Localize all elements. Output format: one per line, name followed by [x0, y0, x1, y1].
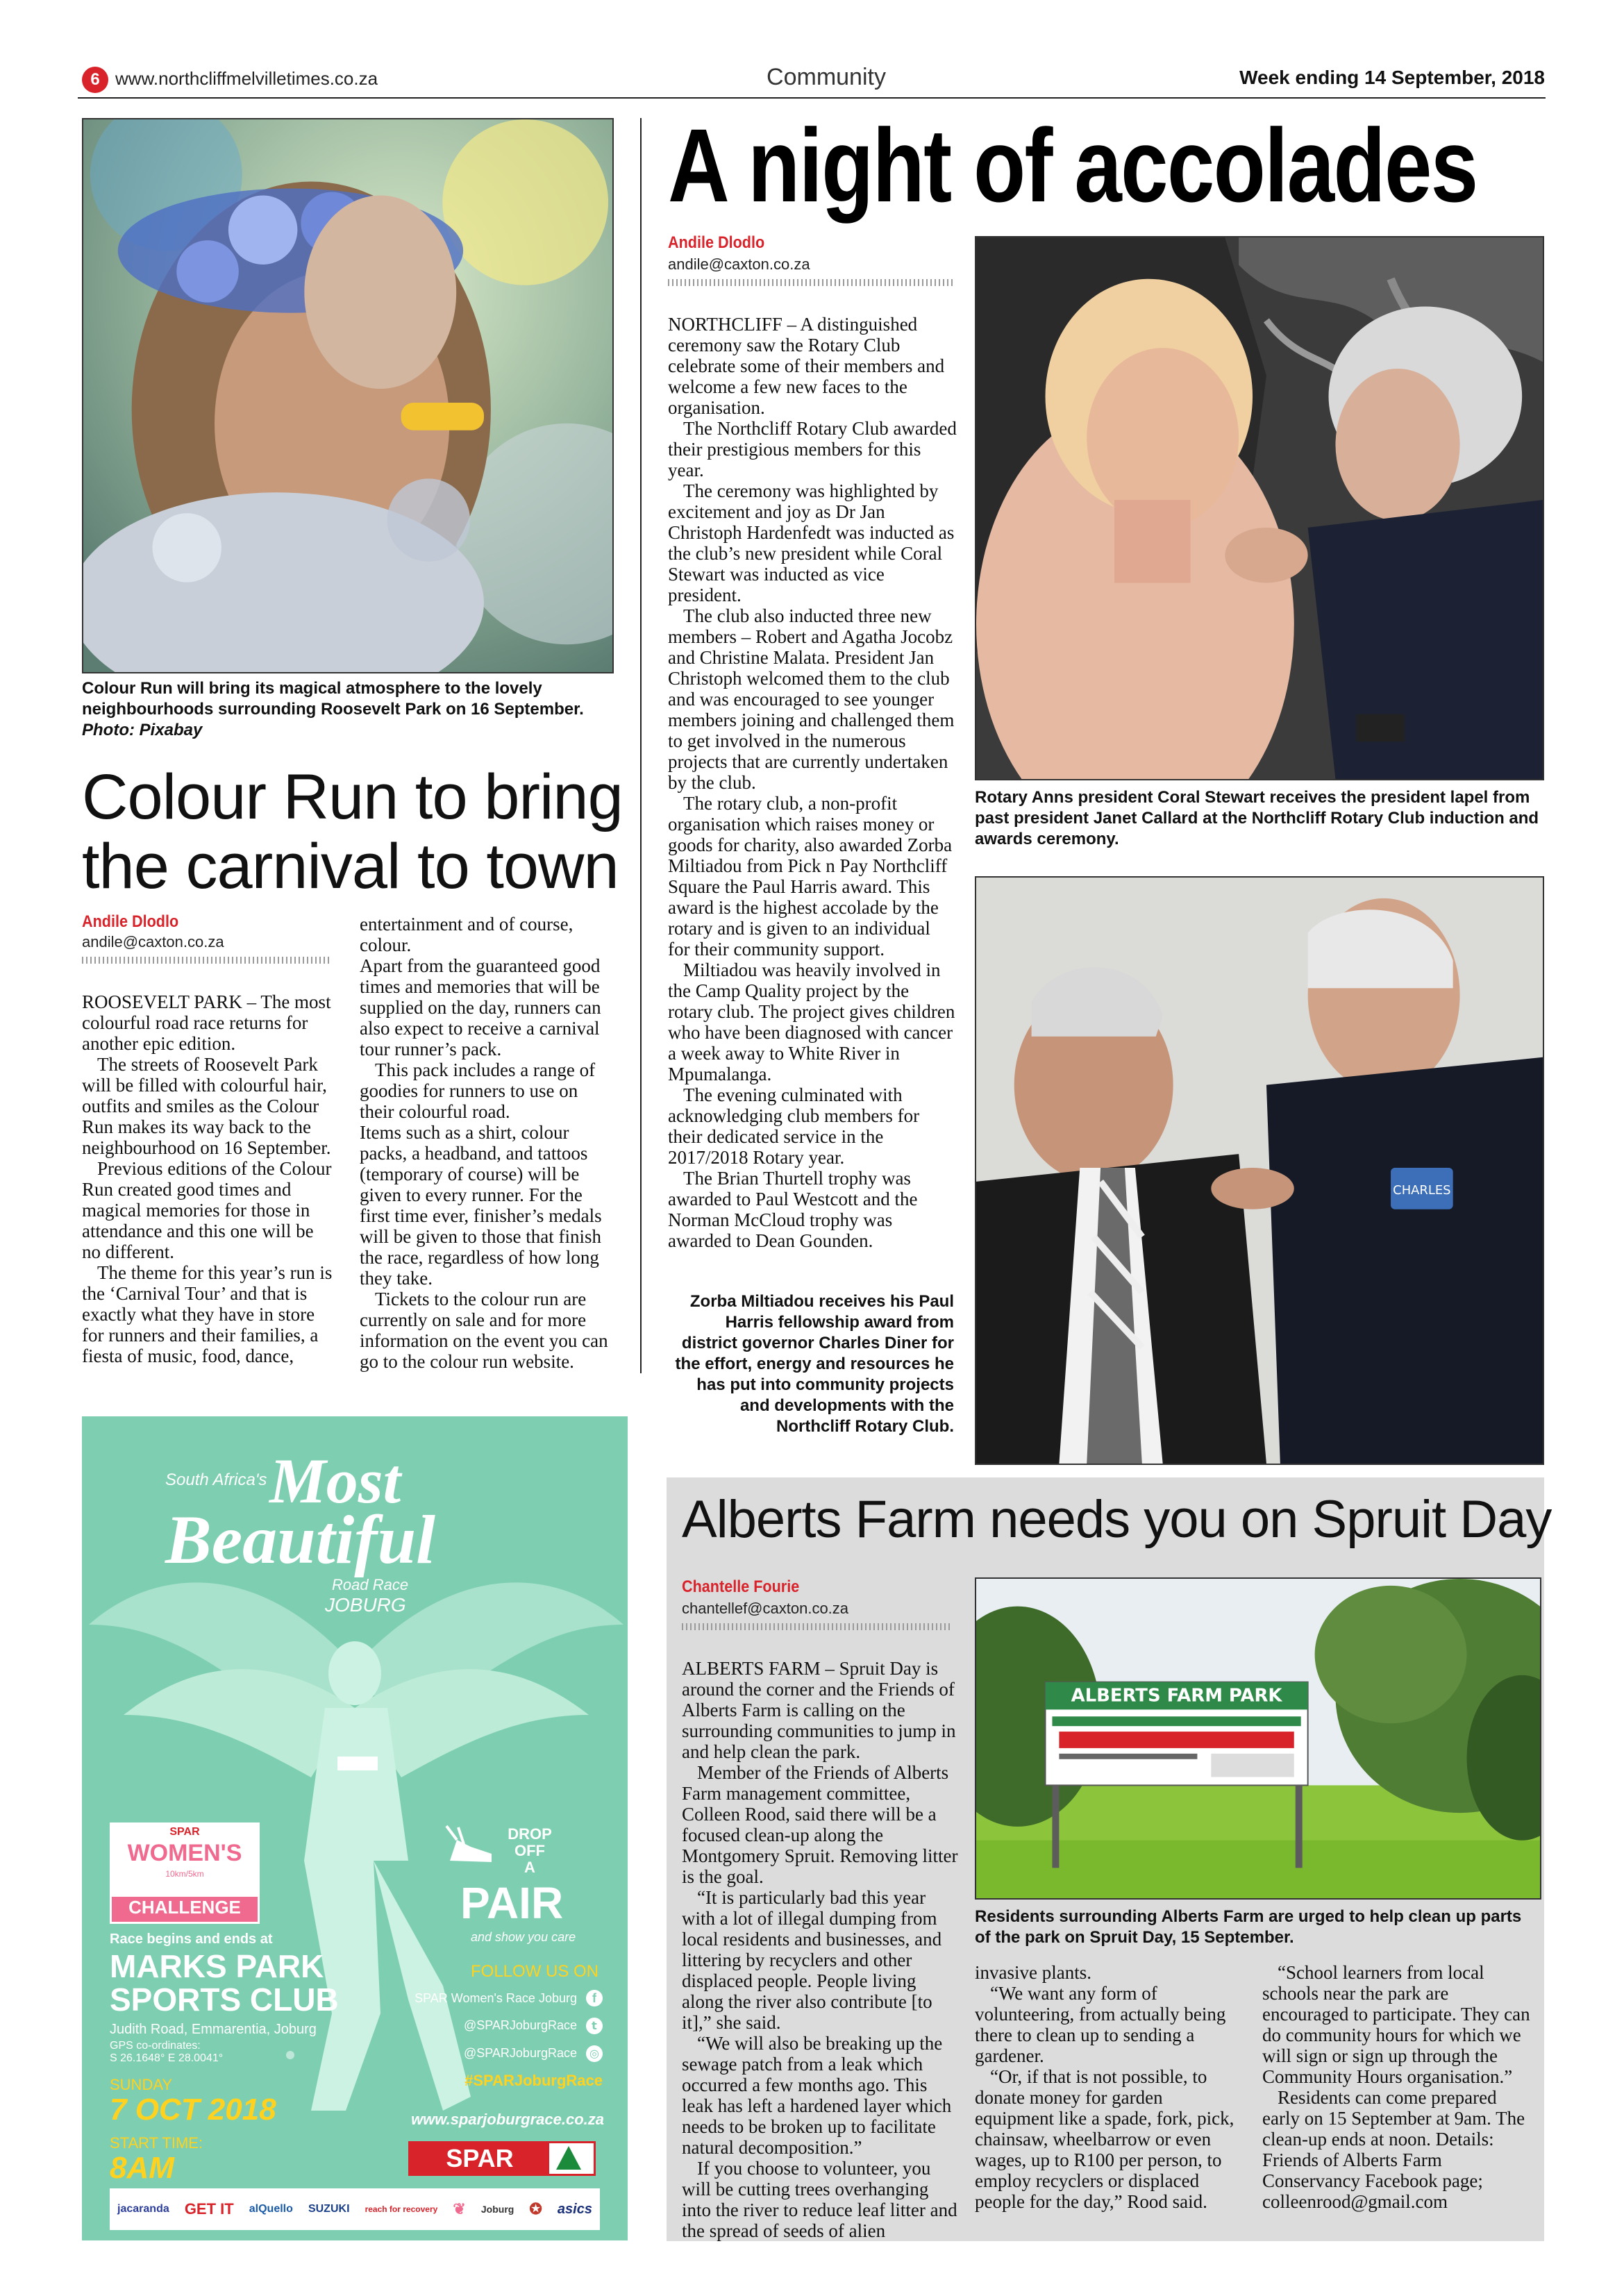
header-rule: [78, 97, 1546, 99]
crest-icon: ✪: [529, 2200, 542, 2218]
paragraph: ALBERTS FARM – Spruit Day is around the corner and the Friends of Alberts Farm is calling on the surrounding communities to jump in and help clean the park.: [682, 1658, 956, 1762]
colour-run-author: Andile Dlodlo: [82, 912, 179, 931]
accolades-headline: A night of accolades: [668, 107, 1477, 224]
rotary-anns-caption: Rotary Anns president Coral Stewart receives the president lapel from past president Janet Callard at the Northcliff Rotary Club induction and awards ceremony.: [975, 788, 1539, 848]
ad-tagline: South Africa's: [165, 1470, 267, 1489]
colour-run-col2: [360, 914, 612, 1372]
spar-tree-icon: [556, 2146, 581, 2170]
paragraph: Items such as a shirt, colour packs, a headband, and tattoos (temporary of course) will be given to every runner. For the first time ever, finisher’s medals will be given to those that finish the race, regardless of how long they take.: [360, 1122, 602, 1289]
byline-divider: [82, 957, 332, 964]
spar-logo-text: SPAR: [410, 2143, 549, 2174]
paragraph: This pack includes a range of goodies for runners to use on their colourful road.: [360, 1059, 596, 1122]
alberts-farm-col1: [682, 1658, 960, 2241]
paragraph: Miltiadou was heavily involved in the Camp Quality project by the rotary club. The project gives children who have been diagnosed with cancer a week away to White River in Mpumalanga.: [668, 960, 955, 1084]
paragraph: The evening culminated with acknowledging club members for their dedicated service in the 2017/2018 Rotary year.: [668, 1084, 920, 1168]
badge-challenge: CHALLENGE: [112, 1897, 258, 1922]
ribbon-icon: ❦: [453, 2200, 466, 2218]
ad-drop: [499, 1826, 561, 1876]
paragraph: The Northcliff Rotary Club awarded their prestigious members for this year.: [668, 418, 957, 480]
ad-drop-1: DROP: [508, 1825, 552, 1843]
ad-address: Judith Road, Emmarentia, Joburg: [110, 2022, 317, 2037]
paragraph: Apart from the guaranteed good times and memories that will be supplied on the day, runners can also expect to receive a carnival tour runner’s pack.: [360, 955, 601, 1059]
name-badge: CHARLES: [1393, 1182, 1451, 1198]
ad-gps: S 26.1648° E 28.0041°: [110, 2052, 224, 2064]
paragraph: Tickets to the colour run are currently on sale and for more information on the event you can go to the colour run website.: [360, 1289, 608, 1372]
colour-run-headline: [82, 762, 623, 901]
accolades-author: Andile Dlodlo: [668, 233, 765, 252]
colour-run-headline-line2: the carnival to town: [82, 831, 619, 902]
paragraph: The theme for this year’s run is the ‘Carnival Tour’ and that is exactly what they have in store for runners and their families, a fiesta of music, food, dance,: [82, 1262, 333, 1366]
sponsor-joburg: Joburg: [480, 2204, 514, 2215]
ad-pair: PAIR: [460, 1878, 564, 1928]
paul-harris-caption: Zorba Miltiadou receives his Paul Harris fellowship award from district governor Charles Diner for the effort, energy and resources he has put into community projects and developments with the Northcliff Rotary Club.: [675, 1292, 954, 1436]
paragraph: entertainment and of course, colour.: [360, 914, 574, 955]
paragraph: NORTHCLIFF – A distinguished ceremony saw the Rotary Club celebrate some of their members and welcome a few new faces to the organisation.: [668, 314, 945, 418]
ad-start-time: 8AM: [110, 2151, 174, 2185]
sponsor-strip: [110, 2188, 600, 2230]
ad-title-beautiful: Beautiful: [165, 1501, 435, 1578]
website-url[interactable]: www.northcliffmelvilletimes.co.za: [115, 68, 378, 89]
issue-date: Week ending 14 September, 2018: [1239, 67, 1545, 88]
colour-run-col1: [82, 991, 333, 1366]
ad-social-twitter-label: @SPARJoburgRace: [463, 2018, 577, 2032]
badge-womens: WOMEN'S: [127, 1840, 242, 1866]
paragraph: “We want any form of volunteering, from actually being there to clean up to sending a gardener.: [975, 1983, 1226, 2066]
paragraph: If you choose to volunteer, you will be cutting trees overhanging into the river to reduce leaf litter and the spread of seeds of alien: [682, 2158, 957, 2241]
ad-social-facebook-label: SPAR Women's Race Joburg: [415, 1991, 577, 2005]
alberts-farm-email[interactable]: chantellef@caxton.co.za: [682, 1600, 849, 1617]
ad-drop-2: OFF: [514, 1842, 545, 1859]
paragraph: The rotary club, a non-profit organisation which raises money or goods for charity, also awarded Zorba Miltiadou from Pick n Pay Northcliff Square the Paul Harris award. This award is the highest accolade by the rotary and is given to an individual for their community support.: [668, 793, 953, 960]
ad-website[interactable]: www.sparjoburgrace.co.za: [411, 2111, 604, 2128]
paragraph: The ceremony was highlighted by excitement and joy as Dr Jan Christoph Hardenfedt was inducted as the club’s new president while Coral Stewart was inducted as vice president.: [668, 480, 955, 605]
sponsor-getit: GET IT: [184, 2200, 234, 2218]
sponsor-asics: asics: [557, 2201, 592, 2217]
alberts-farm-headline: Alberts Farm needs you on Spruit Day: [682, 1490, 1552, 1549]
paragraph: “It is particularly bad this year with a lot of illegal dumping from local residents and businesses, and littering by recyclers and other displaced people. People living along the river also contribute [to it],” she said.: [682, 1887, 942, 2033]
colour-run-photo-credit: Photo: Pixabay: [82, 721, 203, 739]
alberts-farm-photo: [975, 1577, 1541, 1900]
ad-hashtag[interactable]: #SPARJoburgRace: [464, 2072, 603, 2089]
column-divider: [640, 118, 642, 1373]
paragraph: “We will also be breaking up the sewage patch from a leak which occurred a few months ago. This leak has left a hardened layer which needs to be broken up to facilitate natural decomposition.”: [682, 2033, 952, 2158]
ad-title-most: Most: [269, 1446, 401, 1516]
paragraph: The streets of Roosevelt Park will be filled with colourful hair, outfits and smiles as the Colour Run makes its way back to the neighbourhood on 16 September.: [82, 1054, 331, 1158]
paragraph: Member of the Friends of Alberts Farm management committee, Colleen Rood, said there will be a focused clean-up along the Montgomery Spruit. Removing litter is the goal.: [682, 1762, 958, 1887]
ad-social-instagram[interactable]: [380, 2045, 603, 2062]
paragraph: ROOSEVELT PARK – The most colourful road race returns for another epic edition.: [82, 991, 331, 1054]
byline-divider: [682, 1623, 953, 1630]
ad-follow: FOLLOW US ON: [471, 1962, 599, 1981]
instagram-icon: ◎: [586, 2045, 603, 2062]
accolades-body: [668, 314, 957, 1251]
colour-run-photo: [82, 118, 614, 673]
ad-pair-sub: and show you care: [471, 1930, 576, 1944]
sponsor-jacaranda: jacaranda: [117, 2203, 169, 2215]
alberts-farm-sign: ALBERTS FARM PARK: [1071, 1685, 1282, 1707]
page-number: 6: [82, 67, 108, 93]
paragraph: The Brian Thurtell trophy was awarded to Paul Westcott and the Norman McCloud trophy was awarded to Dean Gounden.: [668, 1168, 918, 1251]
paragraph: Residents can come prepared early on 15 September at 9am. The clean-up ends at noon. Details: Friends of Alberts Farm Conservancy Facebook page; colleenrood@gmail.com: [1262, 2087, 1525, 2212]
paragraph: invasive plants.: [975, 1962, 1091, 1983]
sponsor-alquello: alQuello: [249, 2203, 293, 2215]
ad-social-facebook[interactable]: [380, 1990, 603, 2006]
badge-distance: 10km/5km: [165, 1869, 204, 1879]
ad-gps-label: GPS co-ordinates:: [110, 2040, 201, 2052]
spar-race-advert[interactable]: [82, 1416, 628, 2240]
colour-run-email[interactable]: andile@caxton.co.za: [82, 933, 224, 950]
badge-spar: SPAR: [169, 1826, 200, 1838]
ad-social-instagram-label: @SPARJoburgRace: [463, 2046, 577, 2060]
sponsor-suzuki: SUZUKI: [308, 2203, 350, 2215]
ad-venue1: MARKS PARK: [110, 1948, 324, 1984]
paul-harris-photo: [975, 876, 1544, 1465]
colour-run-caption-text: Colour Run will bring its magical atmosphere to the lovely neighbourhoods surrounding Roosevelt Park on 16 September.: [82, 679, 584, 719]
facebook-icon: f: [586, 1990, 603, 2006]
ad-drop-3: A: [524, 1859, 535, 1876]
shoe-icon: [443, 1819, 499, 1875]
ad-joburg: JOBURG: [325, 1594, 406, 1616]
womens-challenge-badge: [110, 1822, 260, 1924]
accolades-email[interactable]: andile@caxton.co.za: [668, 255, 810, 273]
paragraph: “Or, if that is not possible, to donate money for garden equipment like a spade, fork, pick, chainsaw, wheelbarrow or even wages, up to R100 per person, to employ recyclers or displaced people for the day,” Rood said.: [975, 2066, 1234, 2212]
ad-social-twitter[interactable]: [380, 2018, 603, 2034]
colour-run-headline-line1: Colour Run to bring: [82, 762, 623, 832]
colour-run-caption: [82, 678, 617, 741]
ad-venue-intro: Race begins and ends at: [110, 1932, 273, 1947]
paragraph: Previous editions of the Colour Run created good times and magical memories for those in attendance and this one will be no different.: [82, 1158, 332, 1262]
alberts-farm-author: Chantelle Fourie: [682, 1577, 800, 1596]
paragraph: The club also inducted three new members – Robert and Agatha Jocobz and Christine Malata. President Jan Christoph welcomed them to the club and was encouraged to see younger members joining and challenged them to get involved in the numerous projects that are currently undertaken by the club.: [668, 605, 955, 793]
ad-date: 7 OCT 2018: [110, 2093, 276, 2127]
ad-venue2: SPORTS CLUB: [110, 1981, 339, 2018]
ad-day: SUNDAY: [110, 2076, 173, 2093]
rotary-anns-photo: [975, 236, 1544, 780]
alberts-farm-caption: Residents surrounding Alberts Farm are urged to help clean up parts of the park on Spruit Day, 15 September.: [975, 1907, 1522, 1947]
spar-logo: [408, 2141, 596, 2176]
alberts-farm-col2: [975, 1962, 1239, 2212]
paragraph: “School learners from local schools near the park are encouraged to participate. They can do community hours for which we will sign or sign up through the Community Hours organisation.”: [1262, 1962, 1530, 2087]
byline-divider: [668, 279, 953, 286]
ad-start-label: START TIME:: [110, 2134, 203, 2152]
alberts-farm-col3: [1262, 1962, 1533, 2212]
ad-road-race: Road Race: [332, 1576, 409, 1593]
twitter-icon: t: [586, 2018, 603, 2034]
section-label: Community: [767, 64, 886, 90]
sponsor-reach: reach for recovery: [365, 2204, 438, 2214]
